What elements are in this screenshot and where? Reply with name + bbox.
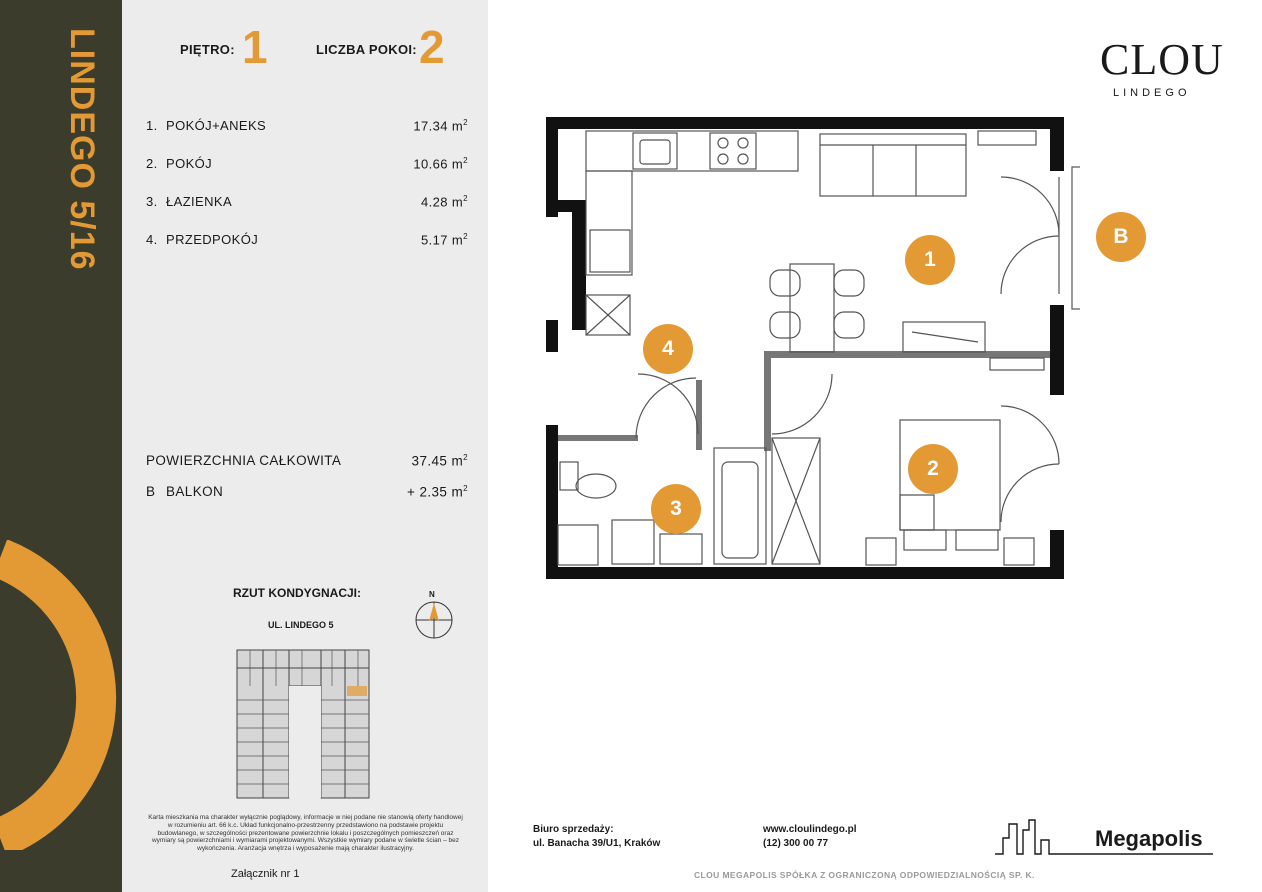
floor-value: 1 xyxy=(242,21,268,73)
balcony-area-value: + 2.35 $m^2$ xyxy=(407,484,468,500)
clou-logo-sub: LINDEGO xyxy=(1113,87,1191,99)
company-name: CLOU MEGAPOLIS SPÓŁKA Z OGRANICZONĄ ODPOWIEDZIALNOŚCIĄ SP. K. xyxy=(694,870,1035,880)
building-title: LINDEGO 5/16 xyxy=(63,28,101,271)
room-area: 17.34 $m^2$ xyxy=(413,118,468,134)
room-row xyxy=(146,194,468,214)
apartment-floor-plan xyxy=(520,100,1080,590)
street-label: UL. LINDEGO 5 xyxy=(268,620,334,630)
balcony-row xyxy=(146,484,468,504)
room-row xyxy=(146,232,468,252)
rooms-value: 2 xyxy=(419,21,445,73)
floor-label: PIĘTRO: xyxy=(180,42,235,57)
total-area-label: POWIERZCHNIA CAŁKOWITA xyxy=(146,453,342,468)
room-number: 3. xyxy=(146,194,158,209)
room-number: 1. xyxy=(146,118,158,133)
room-name: POKÓJ xyxy=(166,156,213,171)
floor-plan-title: RZUT KONDYGNACJI: xyxy=(233,586,361,600)
room-area: 4.28 $m^2$ xyxy=(420,194,468,210)
office-address: ul. Banacha 39/U1, Kraków xyxy=(533,838,661,849)
room-area: 10.66 $m^2$ xyxy=(413,156,468,172)
room-badge-4: 4 xyxy=(643,324,693,374)
disclaimer-text: Karta mieszkania ma charakter wyłącznie poglądowy, informacje w niej podane nie stanowią oferty handlowej w rozumieniu art. 66 k.c. Układ funkcjonalno-przestrzenny przedstawiono na podstawie projektu budowlanego, w szczególności prezentowane powierzchnie lokalu i poszczególnych pomieszczeń oraz wymiary są powierzchniami i wymiarami projektowanymi. Wszystkie wymiary podane w świetle ścian – bez wykończenia. Aranżacja wnętrza i wyposażenie mają charakter ilustracyjny. xyxy=(148,814,463,853)
balcony-code: B xyxy=(146,484,156,499)
balcony-label: BALKON xyxy=(166,484,224,499)
room-number: 4. xyxy=(146,232,158,247)
office-label: Biuro sprzedaży: xyxy=(533,824,614,835)
compass-north-label: N xyxy=(429,590,435,599)
megapolis-brand: Megapolis xyxy=(1095,826,1203,851)
rooms-label: LICZBA POKOI: xyxy=(316,42,417,57)
phone-number[interactable]: (12) 300 00 77 xyxy=(763,838,829,849)
room-name: PRZEDPOKÓJ xyxy=(166,232,259,247)
apartment-highlight xyxy=(347,686,367,696)
room-number: 2. xyxy=(146,156,158,171)
room-name: POKÓJ+ANEKS xyxy=(166,118,267,133)
room-badge-1: 1 xyxy=(905,235,955,285)
room-name: ŁAZIENKA xyxy=(166,194,233,209)
room-badge-2: 2 xyxy=(908,444,958,494)
room-area: 5.17 $m^2$ xyxy=(420,232,468,248)
total-area-row xyxy=(146,453,468,473)
attachment-label: Załącznik nr 1 xyxy=(231,868,300,880)
total-area-value: 37.45 $m^2$ xyxy=(411,453,468,469)
building-key-plan xyxy=(236,648,370,800)
clou-logo: CLOU xyxy=(1100,35,1224,84)
room-row xyxy=(146,156,468,176)
decorative-arc xyxy=(0,540,180,850)
website-link[interactable]: www.cloulindego.pl xyxy=(763,824,857,835)
balcony-badge: B xyxy=(1096,212,1146,262)
room-badge-3: 3 xyxy=(651,484,701,534)
room-row xyxy=(146,118,468,138)
compass-icon xyxy=(413,590,455,640)
